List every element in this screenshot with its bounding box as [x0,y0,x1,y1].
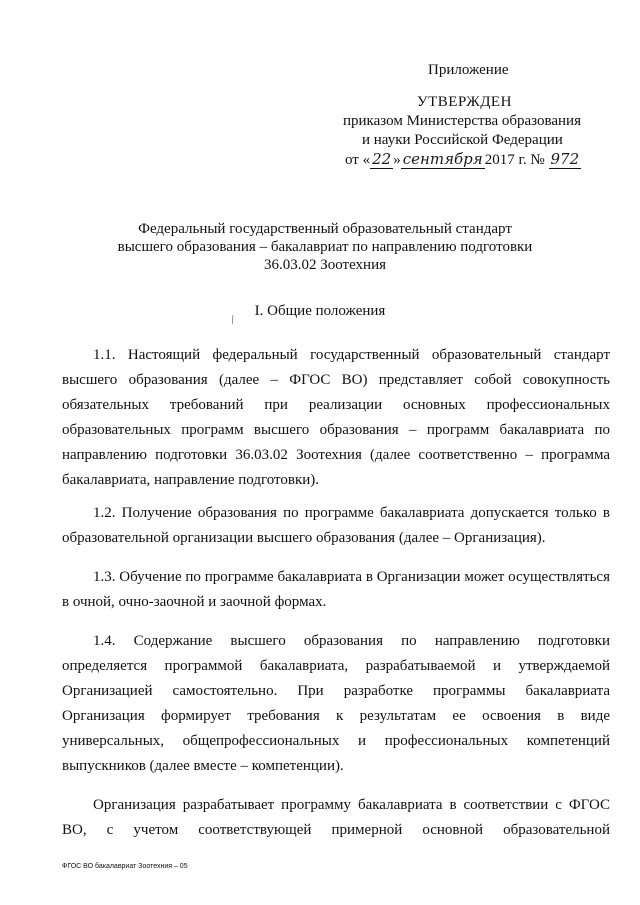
title-line-1: Федеральный государственный образовательный стандарт [138,221,512,237]
order-month: сентября [402,150,483,168]
title-line-2: высшего образования – бакалавриат по направлению подготовки [117,239,533,255]
paragraph-1-1: 1.1. Настоящий федеральный государственный образовательный стандарт высшего образования (далее – ФГОС ВО) представляет собой совокупность обязательных требований при реализации основных профессиональных образовательных программ высшего образования – программ бакалавриата по направлению подготовки 36.03.02 Зоотехния (далее соответственно – программа бакалавриата, направление подготовки). [62,347,610,488]
order-number: 972 [550,150,580,168]
footer-note: ФГОС ВО бакалавриат Зоотехния – 05 [62,863,188,870]
order-date-line [345,150,581,169]
order-line-1: приказом Министерства образования [343,113,581,129]
paragraph-1-3: 1.3. Обучение по программе бакалавриата в Организации может осуществляться в очной, очно-заочной и заочной формах. [62,569,610,610]
paragraph-1-4: 1.4. Содержание высшего образования по направлению подготовки определяется программой бакалавриата, разрабатываемой и утверждаемой Организацией самостоятельно. При разработке программы бакалавриата Организация формирует требования к результатам ее освоения в виде универсальных, общепрофессиональных и профессиональных компетенций выпускников (далее вместе – компетенции). [62,633,610,774]
order-year: 2017 г. № [484,152,545,168]
order-line-2: и науки Российской Федерации [362,132,563,148]
appendix-label: Приложение [428,62,509,78]
paragraph-organization: Организация разрабатывает программу бакалавриата в соответствии с ФГОС ВО, с учетом соответствующей примерной основной образовательной [62,797,610,838]
paragraph-1-2: 1.2. Получение образования по программе бакалавриата допускается только в образовательной организации высшего образования (далее – Организация). [62,505,610,546]
approved-label: УТВЕРЖДЕН [417,94,512,110]
order-prefix: от « [345,152,371,168]
title-line-3: 36.03.02 Зоотехния [263,257,387,273]
pen-mark: ⁄ [229,314,237,326]
section-heading: I. Общие положения [254,303,386,319]
document-body [62,343,610,843]
order-day: 22 [372,150,392,168]
order-mid: » [393,152,401,168]
